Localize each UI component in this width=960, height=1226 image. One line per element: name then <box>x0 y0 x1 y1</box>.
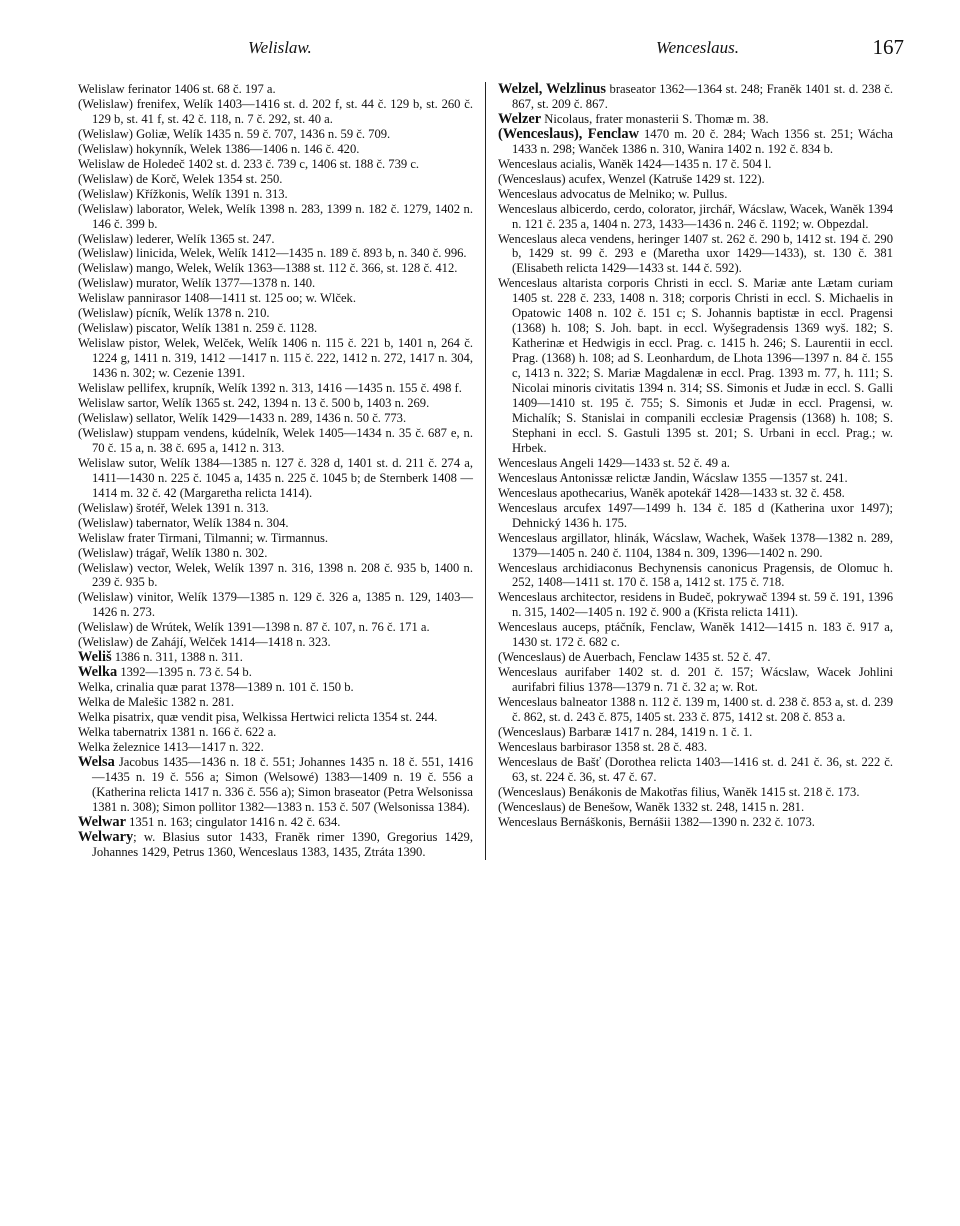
index-entry <box>78 561 473 591</box>
index-entry <box>498 620 893 650</box>
entry-text: Wenceslaus acialis, Waněk 1424—1435 n. 17 č. 504 l. <box>498 156 772 171</box>
index-entry <box>498 755 893 785</box>
right-running-head: Wenceslaus. <box>656 38 739 57</box>
index-entry <box>498 486 893 501</box>
index-entry <box>498 725 893 740</box>
page-header <box>78 35 910 64</box>
index-entry <box>78 740 473 755</box>
index-entry <box>78 321 473 336</box>
entry-text: Wenceslaus Angeli 1429—1433 st. 52 č. 49 a. <box>498 455 730 470</box>
entry-text: Welislaw sutor, Welík 1384—1385 n. 127 č. 328 d, 1401 st. d. 211 č. 274 a, 1411—1430 n. 225 č. 1045 a, 1435 n. 225 č. 1045 b; de Sternberk 1408 —1414 m. 32 č. 42 (Margaretha relicta 1414). <box>78 455 473 500</box>
index-entry <box>78 291 473 306</box>
index-entry <box>498 815 893 830</box>
entry-text: Wenceslaus balneator 1388 n. 112 č. 139 m, 1400 st. d. 238 č. 853 a, st. d. 239 č. 862, st. d. 243 č. 875, 1405 st. 233 č. 875, 1412 st. 208 č. 853 a. <box>498 695 893 725</box>
entry-text: Welka tabernatrix 1381 n. 166 č. 622 a. <box>78 724 277 739</box>
index-entry <box>498 82 893 112</box>
index-entry <box>78 157 473 172</box>
entry-text: Wenceslaus aleca vendens, heringer 1407 st. 262 č. 290 b, 1412 st. 194 č. 290 b, 1429 st. 99 č. 293 e (Maretha uxor 1429—1433), st. 130 č. 381 (Elisabeth relicta 1429—1433 st. 144 č. 592). <box>498 231 893 276</box>
index-entry <box>78 396 473 411</box>
entry-text: (Welislaw) hokynník, Welek 1386—1406 n. 146 č. 420. <box>78 141 360 156</box>
index-entry <box>78 246 473 261</box>
index-entry <box>78 456 473 501</box>
entry-text: Wenceslaus architector, residens in Budeč, pokrywač 1394 st. 59 č. 191, 1396 n. 315, 1402—1405 n. 192 č. 900 a (Křista relicta 1411). <box>498 590 893 620</box>
entry-text: 1470 m. 20 č. 284; Wach 1356 st. 251; Wácha 1433 n. 298; Wanček 1386 n. 310, Wanira 1402 n. 192 č. 834 b. <box>512 126 893 156</box>
entry-text: (Welislaw) linicida, Welek, Welík 1412—1435 n. 189 č. 893 b, n. 340 č. 996. <box>78 246 467 261</box>
entry-text: Wenceslaus archidiaconus Bechynensis canonicus Pragensis, de Olomuc h. 252, 1408—1411 st. 170 č. 158 a, 1412 st. 175 č. 718. <box>498 560 893 590</box>
entry-text: (Welislaw) stuppam vendens, kúdelník, Welek 1405—1434 n. 35 č. 687 e, n. 70 č. 15 a, n. 38 č. 695 a, 1412 n. 313. <box>78 425 473 455</box>
entry-text: Wenceslaus Antonissæ relictæ Jandin, Wácslaw 1355 —1357 st. 241. <box>498 470 848 485</box>
index-entry <box>498 650 893 665</box>
index-entry <box>498 785 893 800</box>
entry-text: (Welislaw) de Zahájí, Welček 1414—1418 n. 323. <box>78 635 331 650</box>
index-entry <box>498 276 893 455</box>
entry-text: (Welislaw) trágař, Welík 1380 n. 302. <box>78 545 268 560</box>
entry-text: Wenceslaus argillator, hlinák, Wácslaw, Wachek, Wašek 1378—1382 n. 289, 1379—1405 n. 240 č. 1104, 1384 n. 309, 1396—1402 n. 290. <box>498 530 893 560</box>
entry-text: Welislaw pistor, Welek, Welček, Welík 1406 n. 115 č. 221 b, 1401 n, 264 č. 1224 g, 1411 n. 319, 1412 —1417 n. 115 č. 222, 1412 n. 272, 1417 n. 304, 1436 n. 302; w. Cezenie 1391. <box>78 336 473 381</box>
index-entry <box>78 695 473 710</box>
index-entry <box>78 202 473 232</box>
index-entry <box>498 187 893 202</box>
entry-text: Welislaw pannirasor 1408—1411 st. 125 oo; w. Wlček. <box>78 291 356 306</box>
index-entry <box>78 725 473 740</box>
entry-headword: Welzer <box>498 110 542 127</box>
index-entry <box>498 665 893 695</box>
index-entry <box>498 800 893 815</box>
index-entry <box>78 426 473 456</box>
entry-text: (Wenceslaus) Barbaræ 1417 n. 284, 1419 n. 1 č. 1. <box>498 724 753 739</box>
index-entry <box>498 695 893 725</box>
entry-text: Wenceslaus auceps, ptáčník, Fenclaw, Waněk 1412—1415 n. 183 č. 917 a, 1430 st. 172 č. 682 c. <box>498 620 893 650</box>
entry-text: Welislaw frater Tirmani, Tilmanni; w. Tirmannus. <box>78 530 329 545</box>
entry-text: Welka železnice 1413—1417 n. 322. <box>78 739 264 754</box>
entry-text: Nicolaus, frater monasterii S. Thomæ m. 38. <box>541 111 769 126</box>
index-entry <box>498 531 893 561</box>
entry-text: (Welislaw) piscator, Welík 1381 n. 259 č. 1128. <box>78 321 318 336</box>
index-entry <box>78 680 473 695</box>
entry-text: Wenceslaus aurifaber 1402 st. d. 201 č. 157; Wácslaw, Wacek Johlini aurifabri filius 1378—1379 n. 71 č. 32 a; w. Rot. <box>498 665 893 695</box>
index-entry <box>78 187 473 202</box>
index-entry <box>78 620 473 635</box>
entry-text: Welislaw ferinator 1406 st. 68 č. 197 a. <box>78 82 276 96</box>
entry-text: (Wenceslaus) de Benešow, Waněk 1332 st. 248, 1415 n. 281. <box>498 799 805 814</box>
left-column <box>78 82 473 860</box>
index-entry <box>498 456 893 471</box>
index-entry <box>498 471 893 486</box>
entry-headword: Welwar <box>78 813 126 830</box>
index-entry <box>78 635 473 650</box>
index-entry <box>78 306 473 321</box>
index-entry <box>78 97 473 127</box>
index-entry <box>498 202 893 232</box>
page-number: 167 <box>872 35 904 59</box>
entry-text: 1351 n. 163; cingulator 1416 n. 42 č. 634. <box>125 814 341 829</box>
index-entry <box>78 665 473 680</box>
entry-text: Welislaw pellifex, krupník, Welík 1392 n. 313, 1416 —1435 n. 155 č. 498 f. <box>78 381 462 396</box>
index-entry <box>498 740 893 755</box>
entry-text: (Welislaw) Křížkonis, Welík 1391 n. 313. <box>78 186 288 201</box>
index-entry <box>78 142 473 157</box>
entry-text: (Welislaw) lederer, Welík 1365 st. 247. <box>78 231 275 246</box>
index-entry <box>78 531 473 546</box>
entry-text: (Welislaw) tabernator, Welík 1384 n. 304. <box>78 515 289 530</box>
index-entry <box>78 261 473 276</box>
entry-text: (Welislaw) de Korč, Welek 1354 st. 250. <box>78 171 283 186</box>
index-entry <box>498 112 893 127</box>
entry-text: Welislaw de Holedeč 1402 st. d. 233 č. 739 c, 1406 st. 188 č. 739 c. <box>78 156 420 171</box>
entry-text: (Welislaw) laborator, Welek, Welík 1398 n. 283, 1399 n. 182 č. 1279, 1402 n. 146 č. 399 b. <box>78 201 473 231</box>
entry-text: (Wenceslaus) acufex, Wenzel (Katruše 1429 st. 122). <box>498 171 765 186</box>
entry-text: (Welislaw) de Wrútek, Welík 1391—1398 n. 87 č. 107, n. 76 č. 171 a. <box>78 620 430 635</box>
index-entry <box>78 381 473 396</box>
entry-text: ; w. Blasius sutor 1433, Franěk rimer 1390, Gregorius 1429, Johannes 1429, Petrus 1360, Wenceslaus 1383, 1435, Ztráta 1390. <box>92 829 473 859</box>
entry-text: Jacobus 1435—1436 n. 18 č. 551; Johannes 1435 n. 18 č. 551, 1416—1435 n. 19 č. 556 a; Simon (Welsowé) 1383—1409 n. 19 č. 556 a (Katherina relicta 1417 n. 336 č. 556 a); Simon braseator (Petra Welsonissa 1381 n. 308); Simon pollitor 1382—1383 n. 153 č. 507 (Welsonissa 1384). <box>92 754 473 814</box>
index-entry <box>498 590 893 620</box>
entry-text: (Welislaw) murator, Welík 1377—1378 n. 140. <box>78 276 316 291</box>
entry-text: Wenceslaus de Bašť (Dorothea relicta 1403—1416 st. d. 241 č. 36, st. 222 č. 63, st. 224 č. 36, st. 47 č. 67. <box>498 754 893 784</box>
entry-text: Wenceslaus apothecarius, Waněk apotekář 1428—1433 st. 32 č. 458. <box>498 485 845 500</box>
index-entry <box>78 590 473 620</box>
entry-headword: (Wenceslaus), Fenclaw <box>498 125 639 142</box>
index-entry <box>78 411 473 426</box>
index-entry <box>78 710 473 725</box>
index-entry <box>498 501 893 531</box>
entry-text: (Welislaw) mango, Welek, Welík 1363—1388 st. 112 č. 366, st. 128 č. 412. <box>78 261 458 276</box>
entry-text: (Welislaw) frenifex, Welík 1403—1416 st. d. 202 f, st. 44 č. 129 b, st. 260 č. 129 b, st. 41 f, st. 42 č. 118, n. 7 č. 292, st. 40 a. <box>78 96 473 126</box>
index-entry <box>78 516 473 531</box>
entry-text: (Wenceslaus) Benákonis de Makotřas filius, Waněk 1415 st. 218 č. 173. <box>498 784 860 799</box>
entry-headword: Welka <box>78 664 118 681</box>
entry-text: (Welislaw) pícník, Welík 1378 n. 210. <box>78 306 270 321</box>
entry-text: 1392—1395 n. 73 č. 54 b. <box>117 665 252 680</box>
index-entry <box>78 336 473 381</box>
entry-headword: Weliš <box>78 649 112 666</box>
index-entry <box>78 232 473 247</box>
entry-text: Welka pisatrix, quæ vendit pisa, Welkissa Hertwici relicta 1354 st. 244. <box>78 710 438 725</box>
index-entry <box>78 830 473 860</box>
entry-text: (Wenceslaus) de Auerbach, Fenclaw 1435 st. 52 č. 47. <box>498 650 771 665</box>
entry-text: Wenceslaus advocatus de Melniko; w. Pullus. <box>498 186 728 201</box>
index-entry <box>78 546 473 561</box>
index-entry <box>78 755 473 815</box>
index-entry <box>78 172 473 187</box>
column-divider <box>485 82 486 860</box>
index-entry <box>78 276 473 291</box>
entry-text: (Welislaw) vinitor, Welík 1379—1385 n. 129 č. 326 a, 1385 n. 129, 1403—1426 n. 273. <box>78 590 473 620</box>
index-entry <box>498 172 893 187</box>
index-entry <box>78 82 473 97</box>
index-entry <box>78 127 473 142</box>
columns <box>78 82 910 860</box>
entry-text: Wenceslaus albicerdo, cerdo, colorator, jirchář, Wácslaw, Wacek, Waněk 1394 n. 121 č. 235 a, 1404 n. 273, 1433—1436 n. 246 č. 1192; w. Obpezdal. <box>498 201 893 231</box>
entry-text: Wenceslaus altarista corporis Christi in eccl. S. Mariæ ante Lætam curiam 1405 st. 228 č. 233, 1408 n. 318; corporis Christi in eccl. S. Michaelis in Opatowic 1408 n. 102 č. 151 c; S. Johannis baptistæ in eccl. Pragensi (1368) h. 108; S. Joh. bapt. in eccl. Wyšegradensis 1369 wyš. 182; S. Katherinæ et Hedwigis in eccl. Prag. c. 1415 h. 246; S. Laurentii in eccl. Prag. (1368) h. 108; ad S. Leonhardum, de Lhota 1396—1397 n. 84 č. 155 c, 1413 n. 322; S. Mariæ Magdalenæ in eccl. Prag. 1393 m. 77, h. 111; S. Nicolai minoris civitatis 1394 n. 314; SS. Simonis et Judæ in eccl. S. Galli 1409—1410 st. 195 č. 755; S. Simonis et Judæ in eccl. Pragensi, w. Michalík; S. Stanislai in companili ecclesiæ Pragensis (1368) h. 108; S. Stephani in eccl. S. Gastuli 1395 st. 201; S. Urbani in eccl. Prag.; w. Hrbek. <box>498 276 893 455</box>
entry-text: (Welislaw) Goliæ, Welík 1435 n. 59 č. 707, 1436 n. 59 č. 709. <box>78 126 391 141</box>
entry-text: braseator 1362—1364 st. 248; Franěk 1401 st. d. 238 č. 867, st. 209 č. 867. <box>512 82 893 111</box>
entry-text: Wenceslaus barbirasor 1358 st. 28 č. 483. <box>498 739 708 754</box>
entry-text: Welka, crinalia quæ parat 1378—1389 n. 101 č. 150 b. <box>78 680 354 695</box>
index-entry <box>498 127 893 157</box>
entry-text: (Welislaw) sellator, Welík 1429—1433 n. 289, 1436 n. 50 č. 773. <box>78 410 407 425</box>
entry-headword: Welzel, Welzlinus <box>498 81 607 97</box>
entry-text: Welislaw sartor, Welík 1365 st. 242, 1394 n. 13 č. 500 b, 1403 n. 269. <box>78 396 430 411</box>
index-entry <box>498 157 893 172</box>
index-entry <box>78 815 473 830</box>
index-entry <box>78 501 473 516</box>
right-column <box>498 82 893 860</box>
entry-text: 1386 n. 311, 1388 n. 311. <box>111 650 243 665</box>
index-entry <box>498 232 893 277</box>
entry-text: (Welislaw) šrotéř, Welek 1391 n. 313. <box>78 500 269 515</box>
entry-text: (Welislaw) vector, Welek, Welík 1397 n. 316, 1398 n. 208 č. 935 b, 1400 n. 239 č. 935 b. <box>78 560 473 590</box>
entry-text: Wenceslaus arcufex 1497—1499 h. 134 č. 185 d (Katherina uxor 1497); Dehnický 1436 h. 175. <box>498 500 893 530</box>
entry-text: Wenceslaus Bernáškonis, Bernášii 1382—1390 n. 232 č. 1073. <box>498 814 815 829</box>
entry-text: Welka de Malešic 1382 n. 281. <box>78 695 235 710</box>
index-entry <box>78 650 473 665</box>
entry-headword: Welwary <box>78 828 134 845</box>
left-running-head: Welislaw. <box>248 38 312 57</box>
index-entry <box>498 561 893 591</box>
entry-headword: Welsa <box>78 753 115 770</box>
